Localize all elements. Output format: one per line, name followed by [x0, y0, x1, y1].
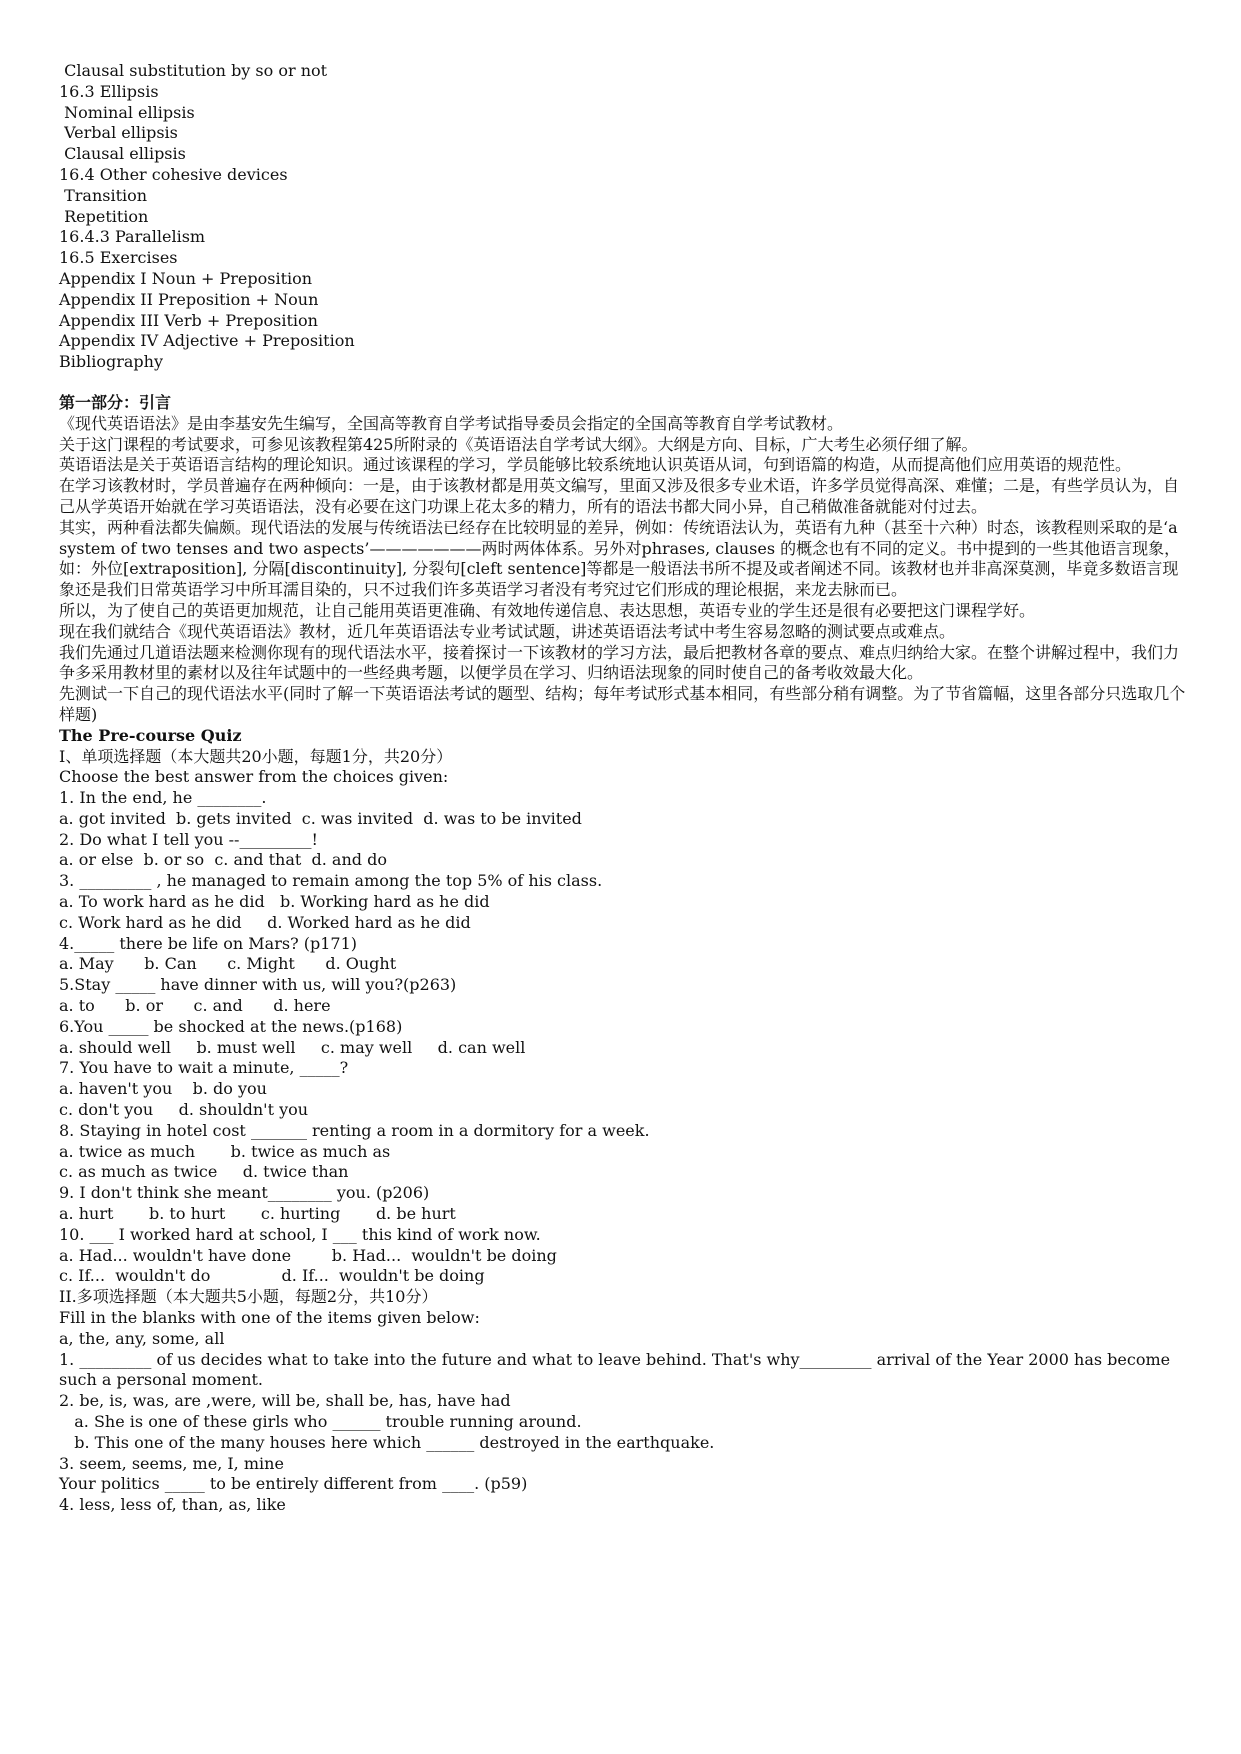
- intro-paragraph: 关于这门课程的考试要求，可参见该教程第425所附录的《英语语法自学考试大纲》。大纲是方向、目标，广大考生必须仔细了解。: [59, 434, 978, 454]
- quiz-line: 5.Stay _____ have dinner with us, will you?(p263): [59, 975, 457, 995]
- toc-line: Clausal substitution by so or not: [59, 61, 328, 80]
- quiz-line: 3. seem, seems, me, I, mine: [59, 1453, 284, 1473]
- toc-line: Appendix IV Adjective + Preposition: [59, 331, 355, 351]
- quiz-line: I、单项选择题（本大题共20小题，每题1分，共20分）: [59, 746, 453, 766]
- intro-paragraph: 先测试一下自己的现代语法水平(同时了解一下英语语法考试的题型、结构；每年考试形式基本相同，有些部分稍有调整。为了节省篇幅，这里各部分只选取几个样题): [59, 684, 1186, 724]
- quiz-line: a. got invited b. gets invited c. was invited d. was to be invited: [59, 808, 582, 828]
- toc-line: Repetition: [59, 206, 149, 226]
- intro-section: [59, 393, 1189, 726]
- quiz-line: 4._____ there be life on Mars? (p171): [59, 933, 357, 953]
- quiz-section: [59, 726, 1189, 1516]
- intro-paragraph: 现在我们就结合《现代英语语法》教材，近几年英语语法专业考试试题，讲述英语语法考试中考生容易忽略的测试要点或难点。: [59, 621, 956, 641]
- toc-line: Transition: [59, 185, 148, 205]
- quiz-line: c. If... wouldn't do d. If... wouldn't be doing: [59, 1266, 485, 1286]
- quiz-line: a. twice as much b. twice as much as: [59, 1141, 391, 1161]
- document-page: [59, 61, 1189, 1516]
- intro-paragraph: 英语语法是关于英语语言结构的理论知识。通过该课程的学习，学员能够比较系统地认识英语从词，句到语篇的构造，从而提高他们应用英语的规范性。: [59, 455, 1132, 475]
- quiz-line: II.多项选择题（本大题共5小题，每题2分，共10分）: [59, 1287, 438, 1307]
- toc-line: 16.4.3 Parallelism: [59, 227, 206, 247]
- quiz-line: 1. In the end, he ________.: [59, 788, 267, 808]
- quiz-line: a. She is one of these girls who ______ trouble running around.: [59, 1412, 582, 1431]
- quiz-line: 10. ___ I worked hard at school, I ___ this kind of work now.: [59, 1224, 541, 1244]
- intro-paragraph: 其实，两种看法都失偏颇。现代语法的发展与传统语法已经存在比较明显的差异，例如：传统语法认为，英语有九种（甚至十六种）时态，该教程则采取的是‘a system of two tenses and two aspects’———————两时两体体系。另外对phrases, clauses 的概念也有不同的定义。书中提到的一些其他语言现象，如：外位[extraposition], 分隔[discontinuity], 分裂句[cleft sentence]等都是一般语法书所不提及或者阐述不同。该教材也并非高深莫测，毕竟多数语言现象还是我们日常英语学习中所耳濡目染的，只不过我们许多英语学习者没有考究过它们形成的理论根据，来龙去脉而已。: [59, 517, 1183, 600]
- quiz-line: 2. be, is, was, are ,were, will be, shall be, has, have had: [59, 1391, 511, 1411]
- quiz-line: a. Had... wouldn't have done b. Had... wouldn't be doing: [59, 1245, 557, 1265]
- toc-line: Nominal ellipsis: [59, 102, 195, 122]
- toc-line: Clausal ellipsis: [59, 144, 186, 164]
- quiz-line: a. May b. Can c. Might d. Ought: [59, 954, 397, 974]
- quiz-question: 1. _________ of us decides what to take into the future and what to leave behind. That's why_________ arrival of the Year 2000 has become such a personal moment.: [59, 1349, 1176, 1390]
- toc-line: Verbal ellipsis: [59, 123, 178, 143]
- quiz-line: 3. _________ , he managed to remain among the top 5% of his class.: [59, 871, 603, 891]
- quiz-line: Your politics _____ to be entirely different from ____. (p59): [59, 1474, 528, 1494]
- toc-line: 16.5 Exercises: [59, 248, 178, 268]
- quiz-line: a. To work hard as he did b. Working hard as he did: [59, 892, 490, 912]
- quiz-title: The Pre-course Quiz: [59, 725, 242, 745]
- quiz-line: c. Work hard as he did d. Worked hard as he did: [59, 912, 471, 932]
- quiz-line: c. don't you d. shouldn't you: [59, 1100, 309, 1120]
- toc-line: 16.3 Ellipsis: [59, 81, 159, 101]
- quiz-line: 4. less, less of, than, as, like: [59, 1495, 286, 1515]
- intro-paragraph: 我们先通过几道语法题来检测你现有的现代语法水平，接着探讨一下该教材的学习方法，最后把教材各章的要点、难点归纳给大家。在整个讲解过程中，我们力争多采用教材里的素材以及往年试题中的一些经典考题，以便学员在学习、归纳语法现象的同时使自己的备考收效最大化。: [59, 642, 1180, 683]
- quiz-line: 8. Staying in hotel cost _______ renting a room in a dormitory for a week.: [59, 1120, 650, 1140]
- toc-line: 16.4 Other cohesive devices: [59, 164, 288, 184]
- quiz-line: a, the, any, some, all: [59, 1328, 225, 1348]
- intro-paragraph: 《现代英语语法》是由李基安先生编写，全国高等教育自学考试指导委员会指定的全国高等教育自学考试教材。: [59, 413, 844, 433]
- intro-paragraph: 所以，为了使自己的英语更加规范，让自己能用英语更准确、有效地传递信息、表达思想，英语专业的学生还是很有必要把这门课程学好。: [59, 600, 1036, 620]
- quiz-line: 7. You have to wait a minute, _____?: [59, 1058, 349, 1078]
- intro-paragraph: 在学习该教材时，学员普遍存在两种倾向：一是，由于该教材都是用英文编写，里面又涉及很多专业术语，许多学员觉得高深、难懂；二是，有些学员认为，自己从学英语开始就在学习英语语法，没有必要在这门功课上花太多的精力，所有的语法书都大同小异，自己稍做准备就能对付过去。: [59, 476, 1180, 516]
- toc-line: Appendix II Preposition + Noun: [59, 289, 319, 309]
- quiz-line: Choose the best answer from the choices given:: [59, 767, 449, 787]
- toc-line: Bibliography: [59, 352, 163, 372]
- quiz-line: a. or else b. or so c. and that d. and do: [59, 850, 387, 870]
- toc-line: Appendix I Noun + Preposition: [59, 268, 313, 288]
- quiz-line: b. This one of the many houses here which ______ destroyed in the earthquake.: [59, 1432, 715, 1452]
- quiz-line: 9. I don't think she meant________ you. (p206): [59, 1183, 430, 1203]
- quiz-line: a. to b. or c. and d. here: [59, 996, 331, 1016]
- quiz-line: c. as much as twice d. twice than: [59, 1162, 349, 1182]
- quiz-line: 2. Do what I tell you --_________!: [59, 829, 318, 849]
- quiz-line: a. haven't you b. do you: [59, 1079, 267, 1099]
- toc-line: Appendix III Verb + Preposition: [59, 310, 318, 330]
- quiz-line: Fill in the blanks with one of the items given below:: [59, 1308, 480, 1328]
- quiz-line: a. should well b. must well c. may well d. can well: [59, 1037, 526, 1057]
- intro-heading: 第一部分：引言: [59, 392, 172, 412]
- quiz-line: a. hurt b. to hurt c. hurting d. be hurt: [59, 1204, 456, 1224]
- table-of-contents: [59, 61, 1189, 373]
- quiz-line: 6.You _____ be shocked at the news.(p168): [59, 1016, 403, 1036]
